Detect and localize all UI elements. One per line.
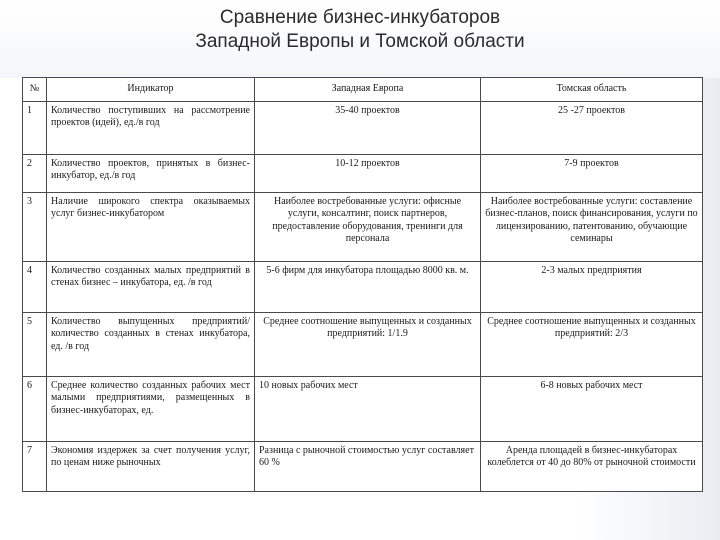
row-west-europe: 35-40 проектов	[255, 101, 481, 154]
header-tomsk: Томская область	[481, 78, 703, 102]
row-tomsk: 6-8 новых рабочих мест	[481, 376, 703, 441]
title-line-1: Сравнение бизнес-инкубаторов	[219, 7, 501, 28]
row-num: 3	[23, 192, 47, 261]
row-num: 6	[23, 376, 47, 441]
header-num: №	[23, 78, 47, 102]
row-tomsk: 7-9 проектов	[481, 154, 703, 192]
row-west-europe: 10-12 проектов	[255, 154, 481, 192]
table-row	[23, 261, 703, 312]
row-tomsk: Наиболее востребованные услуги: составление бизнес-планов, поиск финансирования, услуги по лицензированию, патентованию, обучающие семинары	[481, 192, 703, 261]
row-tomsk: Среднее соотношение выпущенных и созданных предприятий: 2/3	[481, 312, 703, 376]
table-row	[23, 312, 703, 376]
row-indicator: Наличие широкого спектра оказываемых услуг бизнес-инкубатором	[47, 192, 255, 261]
row-num: 4	[23, 261, 47, 312]
table-row	[23, 192, 703, 261]
row-west-europe: Разница с рыночной стоимостью услуг составляет 60 %	[255, 441, 481, 491]
row-indicator: Количество созданных малых предприятий в стенах бизнес – инкубатора, ед. /в год	[47, 261, 255, 312]
row-west-europe: 5-6 фирм для инкубатора площадью 8000 кв. м.	[255, 261, 481, 312]
table-row	[23, 441, 703, 491]
table-row	[23, 101, 703, 154]
table-header-row	[23, 78, 703, 102]
row-tomsk: Аренда площадей в бизнес-инкубаторах колеблется от 40 до 80% от рыночной стоимости	[481, 441, 703, 491]
row-indicator: Экономия издержек за счет получения услуг, по ценам ниже рыночных	[47, 441, 255, 491]
header-indicator: Индикатор	[47, 78, 255, 102]
comparison-table	[22, 77, 703, 492]
row-num: 5	[23, 312, 47, 376]
row-west-europe: 10 новых рабочих мест	[255, 376, 481, 441]
title-line-2: Западной Европы и Томской области	[195, 31, 525, 52]
row-num: 2	[23, 154, 47, 192]
table-row	[23, 376, 703, 441]
row-tomsk: 2-3 малых предприятия	[481, 261, 703, 312]
row-num: 1	[23, 101, 47, 154]
table-row	[23, 154, 703, 192]
row-indicator: Среднее количество созданных рабочих мест малыми предприятиями, размещенных в бизнес-инкубаторах, ед.	[47, 376, 255, 441]
row-tomsk: 25 -27 проектов	[481, 101, 703, 154]
row-num: 7	[23, 441, 47, 491]
row-west-europe: Среднее соотношение выпущенных и созданных предприятий: 1/1.9	[255, 312, 481, 376]
row-indicator: Количество поступивших на рассмотрение проектов (идей), ед./в год	[47, 101, 255, 154]
row-west-europe: Наиболее востребованные услуги: офисные услуги, консалтинг, поиск партнеров, предоставление оборудования, тренинги для персонала	[255, 192, 481, 261]
row-indicator: Количество проектов, принятых в бизнес-инкубатор, ед./в год	[47, 154, 255, 192]
row-indicator: Количество выпущенных предприятий/количество созданных в стенах инкубатора, ед. /в год	[47, 312, 255, 376]
header-west-europe: Западная Европа	[255, 78, 481, 102]
slide-title	[110, 6, 610, 54]
